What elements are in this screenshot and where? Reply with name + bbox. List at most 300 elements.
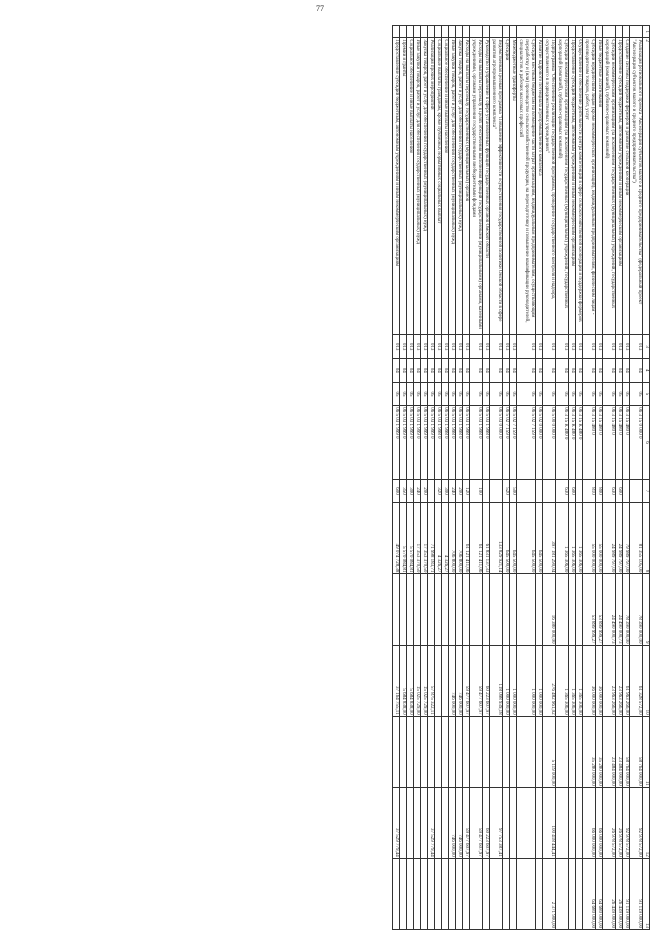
table-cell: 92 978 572,00 <box>630 787 643 858</box>
table-cell: 35 280 000,00 <box>583 716 596 787</box>
table-cell: 04 <box>623 358 630 382</box>
row-name-cell: Субсидии некоммерческим организациям (за исключением государственных (муниципальных) учреждений, государственных корпораций (компаний), публично-правовых компаний) <box>556 38 569 335</box>
table-cell <box>517 787 536 858</box>
table-cell <box>428 716 435 787</box>
table-cell <box>456 716 463 787</box>
table-row <box>556 26 569 930</box>
table-cell: 013 <box>503 335 510 359</box>
row-name-cell: Иные бюджетные ассигнования <box>596 38 603 335</box>
table-cell: 013 <box>596 335 603 359</box>
table-cell: 06 3 15 480 0 <box>603 406 616 479</box>
table-cell: 06 5 02 7 159 0 <box>503 406 510 479</box>
table-cell: 04 <box>407 358 414 382</box>
table-cell <box>442 787 449 858</box>
col-num: 13 <box>643 858 650 929</box>
table-cell <box>517 574 536 645</box>
table-cell: 04 <box>603 358 616 382</box>
table-cell: 200 <box>456 479 463 503</box>
table-cell <box>490 716 503 787</box>
table-cell: 05 <box>630 382 643 406</box>
row-name-cell: Подпрограмма "Обеспечение реализации государственной программы, проведение государственного контроля и надзора, осуществляемого в подведомственных учреждениях" <box>543 38 556 335</box>
table-cell <box>510 574 517 645</box>
table-cell: 78 390 000,00 <box>623 574 630 645</box>
row-marker-cell <box>490 26 503 38</box>
table-cell: 04 <box>463 358 470 382</box>
table-cell: 013 <box>428 335 435 359</box>
table-cell <box>517 479 536 503</box>
table-cell: 66 000 000,00 <box>596 787 603 858</box>
table-cell: 91 119 000,00 <box>623 858 630 929</box>
table-cell: 05 <box>517 382 536 406</box>
table-cell: 06 3 15 480 0 <box>596 406 603 479</box>
table-cell <box>442 645 449 716</box>
table-cell: 04 <box>556 358 569 382</box>
table-cell <box>435 787 442 858</box>
table-cell <box>400 716 407 787</box>
table-cell <box>421 716 428 787</box>
table-cell: 78 390 000,00 <box>630 574 643 645</box>
table-cell: 06 5 03 1 999 0 <box>400 406 407 479</box>
table-cell: 06 5 02 0 000 0 <box>536 406 543 479</box>
table-cell: 5 570 084,81 <box>400 503 407 574</box>
table-cell <box>510 716 517 787</box>
row-name-cell: Реализация прочих мероприятий <box>428 38 435 335</box>
table-cell: 05 <box>556 382 569 406</box>
table-cell <box>576 716 583 787</box>
row-marker-cell <box>414 26 421 38</box>
table-cell: 04 <box>630 358 643 382</box>
table-cell <box>556 787 569 858</box>
row-marker-cell <box>543 26 556 38</box>
row-name-cell: Осуществление и обеспечение деятельности центра компетенций в сфере сельскохозяйственной кооперации и поддержки фермеров <box>576 38 583 335</box>
row-name-cell: Предоставление субсидий бюджетным, автономным учреждениям и иным некоммерческим организациям <box>616 38 623 335</box>
table-cell: 79 989 797,00 <box>623 503 630 574</box>
table-cell: 04 <box>596 358 603 382</box>
row-name-cell: Субсидии некоммерческим организациям (за исключением государственных (муниципальных) учреждений, государственных корпораций (компаний), публично-правовых компаний) <box>603 38 616 335</box>
table-cell <box>393 858 400 929</box>
table-cell: 5 684 838,00 <box>400 645 407 716</box>
row-name-cell: Субсидии местным бюджетам на возмещение части затрат организациям, индивидуальным предпринимателям, осуществляющим переработку и (или) производство сельскохозяйственной продукции, на переподготовку и повышение квалификации руководителей, специалистов и рабочих массовых профессий <box>517 38 536 335</box>
table-row <box>616 26 623 930</box>
row-name-cell: Предоставление субсидий бюджетным, автономным учреждениям и иным некоммерческим организациям <box>569 38 576 335</box>
table-body <box>393 26 643 930</box>
table-cell: 06 5 02 7 159 0 <box>517 406 536 479</box>
table-cell: 04 <box>503 358 510 382</box>
table-cell: 53 899 999,27 <box>596 574 603 645</box>
row-name-cell: Премии и гранты <box>400 38 407 335</box>
table-cell <box>503 716 510 787</box>
table-cell: 1 365 306,00 <box>556 503 569 574</box>
row-marker-cell <box>503 26 510 38</box>
table-cell: 04 <box>428 358 435 382</box>
table-cell: 26 978 572,00 <box>616 787 623 858</box>
row-name-cell: Ведомственная целевая программа "Повышение эффективности осуществления государственной политики Омской области в сфере развития агропромышленного комплекса" <box>490 38 503 335</box>
table-cell: 04 <box>510 358 517 382</box>
table-cell <box>400 787 407 858</box>
table-cell: 05 <box>442 382 449 406</box>
table-cell: 37 529 779,44 <box>428 787 435 858</box>
table-cell <box>393 716 400 787</box>
table-cell <box>569 858 576 929</box>
table-row <box>456 26 463 930</box>
table-cell: 04 <box>576 358 583 382</box>
row-name-cell: Иные закупки товаров, работ и услуг для обеспечения государственных (муниципальных) нужд <box>449 38 456 335</box>
row-name-cell: Реализация регионального проекта "Акселерация субъектов малого и среднего предпринимательства" (федеральный проект "Акселерация субъектов малого и среднего предпринимательства") <box>630 38 643 335</box>
col-num: 8 <box>643 503 650 574</box>
table-cell <box>421 787 428 858</box>
table-cell <box>414 858 421 929</box>
table-cell: 05 <box>490 382 503 406</box>
table-cell: 06 5 03 0 000 0 <box>490 406 503 479</box>
row-name-cell: Создание системы поддержки фермеров и развитие сельской кооперации <box>623 38 630 335</box>
table-cell: 60 223 607,97 <box>483 787 490 858</box>
table-cell <box>442 858 449 929</box>
table-cell: 013 <box>630 335 643 359</box>
table-row <box>435 26 442 930</box>
table-cell <box>421 858 428 929</box>
table-cell: 118 098 939,18 <box>490 645 503 716</box>
table-cell: 53 899 999,27 <box>583 574 596 645</box>
table-cell: 200 <box>421 479 428 503</box>
table-cell: 013 <box>616 335 623 359</box>
table-cell: 23 484 000,00 <box>616 716 623 787</box>
table-cell: 630 <box>603 479 616 503</box>
table-cell: 013 <box>569 335 576 359</box>
table-cell: 23 963 266,00 <box>603 645 616 716</box>
table-cell: 24 490 000,73 <box>603 574 616 645</box>
table-row <box>442 26 449 930</box>
table-cell: 013 <box>435 335 442 359</box>
table-cell: 04 <box>543 358 556 382</box>
table-cell <box>569 574 576 645</box>
table-cell: 520 <box>503 479 510 503</box>
table-cell: 013 <box>603 335 616 359</box>
table-cell: 06 5 03 1 999 0 <box>414 406 421 479</box>
table-cell: 17 353 370,50 <box>414 503 421 574</box>
table-cell <box>536 858 543 929</box>
table-cell: 05 <box>576 382 583 406</box>
table-row <box>421 26 428 930</box>
table-cell: 706 800,00 <box>456 503 463 574</box>
row-marker-cell <box>393 26 400 38</box>
table-cell <box>510 858 517 929</box>
table-cell: 120 <box>463 479 470 503</box>
table-row <box>407 26 414 930</box>
table-cell: 05 <box>483 382 490 406</box>
table-cell: 06 5 03 1 998 0 <box>435 406 442 479</box>
table-cell: 23 963 266,00 <box>616 645 623 716</box>
table-cell: 630 <box>556 479 569 503</box>
table-cell: 15 025 729,00 <box>421 645 428 716</box>
table-cell: 05 <box>435 382 442 406</box>
table-cell: 1 365 306,00 <box>569 645 576 716</box>
table-cell: 64 680 000,00 <box>583 858 596 929</box>
table-cell: 240 <box>414 479 421 503</box>
table-cell <box>576 787 583 858</box>
table-cell: 58 764 000,00 <box>630 716 643 787</box>
table-cell <box>517 858 536 929</box>
table-cell: 55 000 000,00 <box>583 503 596 574</box>
row-name-cell: Социальное обеспечение и иные выплаты населению <box>442 38 449 335</box>
table-cell: 05 <box>603 382 616 406</box>
table-cell <box>556 716 569 787</box>
table-cell: 05 <box>456 382 463 406</box>
table-cell: 013 <box>490 335 503 359</box>
table-cell: 013 <box>442 335 449 359</box>
table-cell <box>407 574 414 645</box>
row-marker-cell <box>616 26 623 38</box>
table-cell <box>407 787 414 858</box>
table-cell: 04 <box>421 358 428 382</box>
table-cell: 06 3 15 480 0 <box>583 406 596 479</box>
table-cell <box>536 716 543 787</box>
row-marker-cell <box>556 26 569 38</box>
table-cell: 61 963 266,00 <box>623 645 630 716</box>
table-cell: 1 000 000,00 <box>510 645 517 716</box>
col-num: 5 <box>643 382 650 406</box>
table-cell: 300 <box>407 479 414 503</box>
table-cell <box>414 787 421 858</box>
row-name-cell: Социальное обеспечение и иные выплаты населению <box>407 38 414 335</box>
table-cell <box>449 574 456 645</box>
table-cell <box>517 716 536 787</box>
table-cell: 71 998 183,71 <box>428 503 435 574</box>
table-cell: 23 484 000,00 <box>603 716 616 787</box>
table-cell: 746 000,00 <box>456 645 463 716</box>
table-cell: 1 000 000,00 <box>503 645 510 716</box>
table-cell: 350 <box>400 479 407 503</box>
table-cell: 05 <box>569 382 576 406</box>
table-row <box>393 26 400 930</box>
table-cell: 300 <box>442 479 449 503</box>
table-cell: 2 371 900,00 <box>543 858 556 929</box>
table-cell: 04 <box>616 358 623 382</box>
table-cell: 26 978 572,00 <box>603 787 616 858</box>
table-cell: 37 164 755,11 <box>393 645 400 716</box>
table-cell: 645 500,00 <box>503 503 510 574</box>
table-cell: 240 <box>449 479 456 503</box>
table-cell <box>428 858 435 929</box>
table-cell: 05 <box>421 382 428 406</box>
table-cell: 04 <box>442 358 449 382</box>
table-cell: 05 <box>510 382 517 406</box>
table-cell: 58 764 000,00 <box>623 716 630 787</box>
table-cell <box>470 716 483 787</box>
row-marker-cell <box>510 26 517 38</box>
table-cell: 05 <box>449 382 456 406</box>
table-cell: 133 829 921,14 <box>490 503 503 574</box>
table-row <box>463 26 470 930</box>
table-row <box>517 26 536 930</box>
table-cell <box>428 479 435 503</box>
table-cell <box>449 716 456 787</box>
table-cell <box>435 645 442 716</box>
table-cell: 06 5 03 1 998 0 <box>442 406 449 479</box>
table-cell: 06 5 03 1 998 0 <box>449 406 456 479</box>
table-cell: 57 875 322,11 <box>428 645 435 716</box>
table-row <box>428 26 435 930</box>
table-cell: 04 <box>569 358 576 382</box>
table-cell: 013 <box>576 335 583 359</box>
table-cell <box>503 858 510 929</box>
table-cell: 013 <box>449 335 456 359</box>
table-cell <box>442 574 449 645</box>
table-cell: 04 <box>483 358 490 382</box>
table-cell: 810 <box>583 479 596 503</box>
col-num: 6 <box>643 406 650 479</box>
table-cell: 06 3 15 0 000 0 <box>630 406 643 479</box>
table-cell: 04 <box>470 358 483 382</box>
table-cell <box>490 574 503 645</box>
row-name-cell: Расходы на выплаты персоналу государственных (муниципальных) органов <box>463 38 470 335</box>
table-cell: 59 477 607,97 <box>470 787 483 858</box>
table-row <box>483 26 490 930</box>
table-cell: 37 529 779,44 <box>393 787 400 858</box>
table-cell: 05 <box>470 382 483 406</box>
col-num: 7 <box>643 479 650 503</box>
table-cell: 64 680 000,00 <box>596 858 603 929</box>
row-name-cell: Закупка товаров, работ и услуг для обеспечения государственных (муниципальных) нужд <box>421 38 428 335</box>
table-cell: 81 355 105,00 <box>630 503 643 574</box>
table-cell <box>556 858 569 929</box>
table-cell <box>576 479 583 503</box>
table-cell <box>463 574 470 645</box>
table-cell <box>435 574 442 645</box>
table-cell <box>630 479 643 503</box>
row-name-cell: Развитие кадрового потенциала агропромышленного комплекса <box>536 38 543 335</box>
table-row <box>449 26 456 930</box>
table-row <box>536 26 543 930</box>
table-cell <box>483 479 490 503</box>
row-marker-cell <box>623 26 630 38</box>
table-cell <box>463 858 470 929</box>
table-cell: 59 477 607,97 <box>470 645 483 716</box>
table-cell: 013 <box>421 335 428 359</box>
row-marker-cell <box>456 26 463 38</box>
row-name-cell: Субсидии юридическим лицам (кроме некоммерческих организаций), индивидуальным предпринимателям, физическим лицам - производителям товаров, работ, услуг <box>583 38 596 335</box>
row-name-cell: Субсидии <box>503 38 510 335</box>
table-cell: 05 <box>400 382 407 406</box>
row-marker-cell <box>596 26 603 38</box>
table-cell: 4 326,27 <box>442 503 449 574</box>
row-marker-cell <box>630 26 643 38</box>
table-cell: 05 <box>503 382 510 406</box>
table-cell: 26 439 000,00 <box>616 858 623 929</box>
table-cell <box>442 716 449 787</box>
table-cell: 5 684 838,00 <box>407 645 414 716</box>
table-cell: 66 000 000,00 <box>583 787 596 858</box>
table-cell: 013 <box>583 335 596 359</box>
row-marker-cell <box>483 26 490 38</box>
table-cell <box>536 574 543 645</box>
table-cell <box>490 479 503 503</box>
table-cell: 4 326,27 <box>435 503 442 574</box>
table-row <box>470 26 483 930</box>
table-cell: 04 <box>490 358 503 382</box>
table-cell: 05 <box>543 382 556 406</box>
table-cell: 013 <box>400 335 407 359</box>
table-cell <box>414 716 421 787</box>
table-cell: 5 570 084,81 <box>407 503 414 574</box>
table-cell: 397 181 290,04 <box>543 503 556 574</box>
col-num: 10 <box>643 645 650 716</box>
table-cell <box>400 574 407 645</box>
table-row <box>414 26 421 930</box>
table-cell: 55 000 000,00 <box>596 503 603 574</box>
table-cell: 49 074 728,38 <box>393 503 400 574</box>
row-marker-cell <box>569 26 576 38</box>
row-marker-cell <box>603 26 616 38</box>
table-cell: 24 490 000,73 <box>616 574 623 645</box>
table-cell: 06 3 15 К 480 0 <box>556 406 569 479</box>
table-row <box>490 26 503 930</box>
table-cell: 06 3 15 К 480 0 <box>576 406 583 479</box>
table-cell: 24 989 797,00 <box>603 503 616 574</box>
table-cell: 04 <box>435 358 442 382</box>
table-cell: 59 477 607,97 <box>463 787 470 858</box>
table-cell: 06 5 03 1 999 0 <box>421 406 428 479</box>
table-cell <box>569 787 576 858</box>
table-cell: 5 119 000,00 <box>543 716 556 787</box>
table-cell: 61 121 411,06 <box>470 503 483 574</box>
row-name-cell: Иные закупки товаров, работ и услуг для обеспечения государственных (муниципальных) нужд <box>414 38 421 335</box>
row-marker-cell <box>536 26 543 38</box>
row-name-cell: Расходы на выплаты персоналу в целях обеспечения выполнения функций государственными (муниципальными) органами, казенными учреждениями, органами управления государственными внебюджетными фондами <box>470 38 483 335</box>
table-cell: 06 5 03 1 998 0 <box>463 406 470 479</box>
table-cell: 276 482 961,02 <box>543 645 556 716</box>
table-cell: 013 <box>414 335 421 359</box>
table-cell: 05 <box>463 382 470 406</box>
table-cell: 013 <box>456 335 463 359</box>
table-cell: 04 <box>536 358 543 382</box>
table-row <box>583 26 596 930</box>
table-cell: 800 <box>596 479 603 503</box>
table-cell: 17 353 370,50 <box>421 503 428 574</box>
table-cell: 35 280 000,00 <box>596 716 603 787</box>
table-cell <box>490 858 503 929</box>
budget-table-sheet <box>90 25 650 930</box>
table-cell: 05 <box>583 382 596 406</box>
table-cell <box>510 787 517 858</box>
table-cell <box>503 574 510 645</box>
table-cell: 04 <box>456 358 463 382</box>
table-cell: 61 121 411,06 <box>463 503 470 574</box>
table-row <box>630 26 643 930</box>
table-cell: 1 365 306,00 <box>569 503 576 574</box>
table-cell: 59 477 607,97 <box>463 645 470 716</box>
table-cell: 04 <box>517 358 536 382</box>
table-cell: 04 <box>583 358 596 382</box>
row-marker-cell <box>470 26 483 38</box>
table-cell <box>543 479 556 503</box>
table-cell: 013 <box>463 335 470 359</box>
table-cell <box>435 716 442 787</box>
table-cell: 04 <box>414 358 421 382</box>
table-cell: 013 <box>407 335 414 359</box>
col-num: 4 <box>643 358 650 382</box>
table-cell: 645 500,00 <box>536 503 543 574</box>
row-marker-cell <box>576 26 583 38</box>
page-number: 77 <box>316 4 324 13</box>
col-num: 12 <box>643 787 650 858</box>
table-cell: 61 831 137,33 <box>483 503 490 574</box>
row-name-cell: Социальные выплаты гражданам, кроме публичных нормативных социальных выплат <box>435 38 442 335</box>
table-cell: 91 119 000,00 <box>630 858 643 929</box>
table-cell: 06 5 03 1 998 0 <box>483 406 490 479</box>
table-cell: 013 <box>510 335 517 359</box>
table-cell <box>483 716 490 787</box>
table-cell: 645 500,00 <box>517 503 536 574</box>
